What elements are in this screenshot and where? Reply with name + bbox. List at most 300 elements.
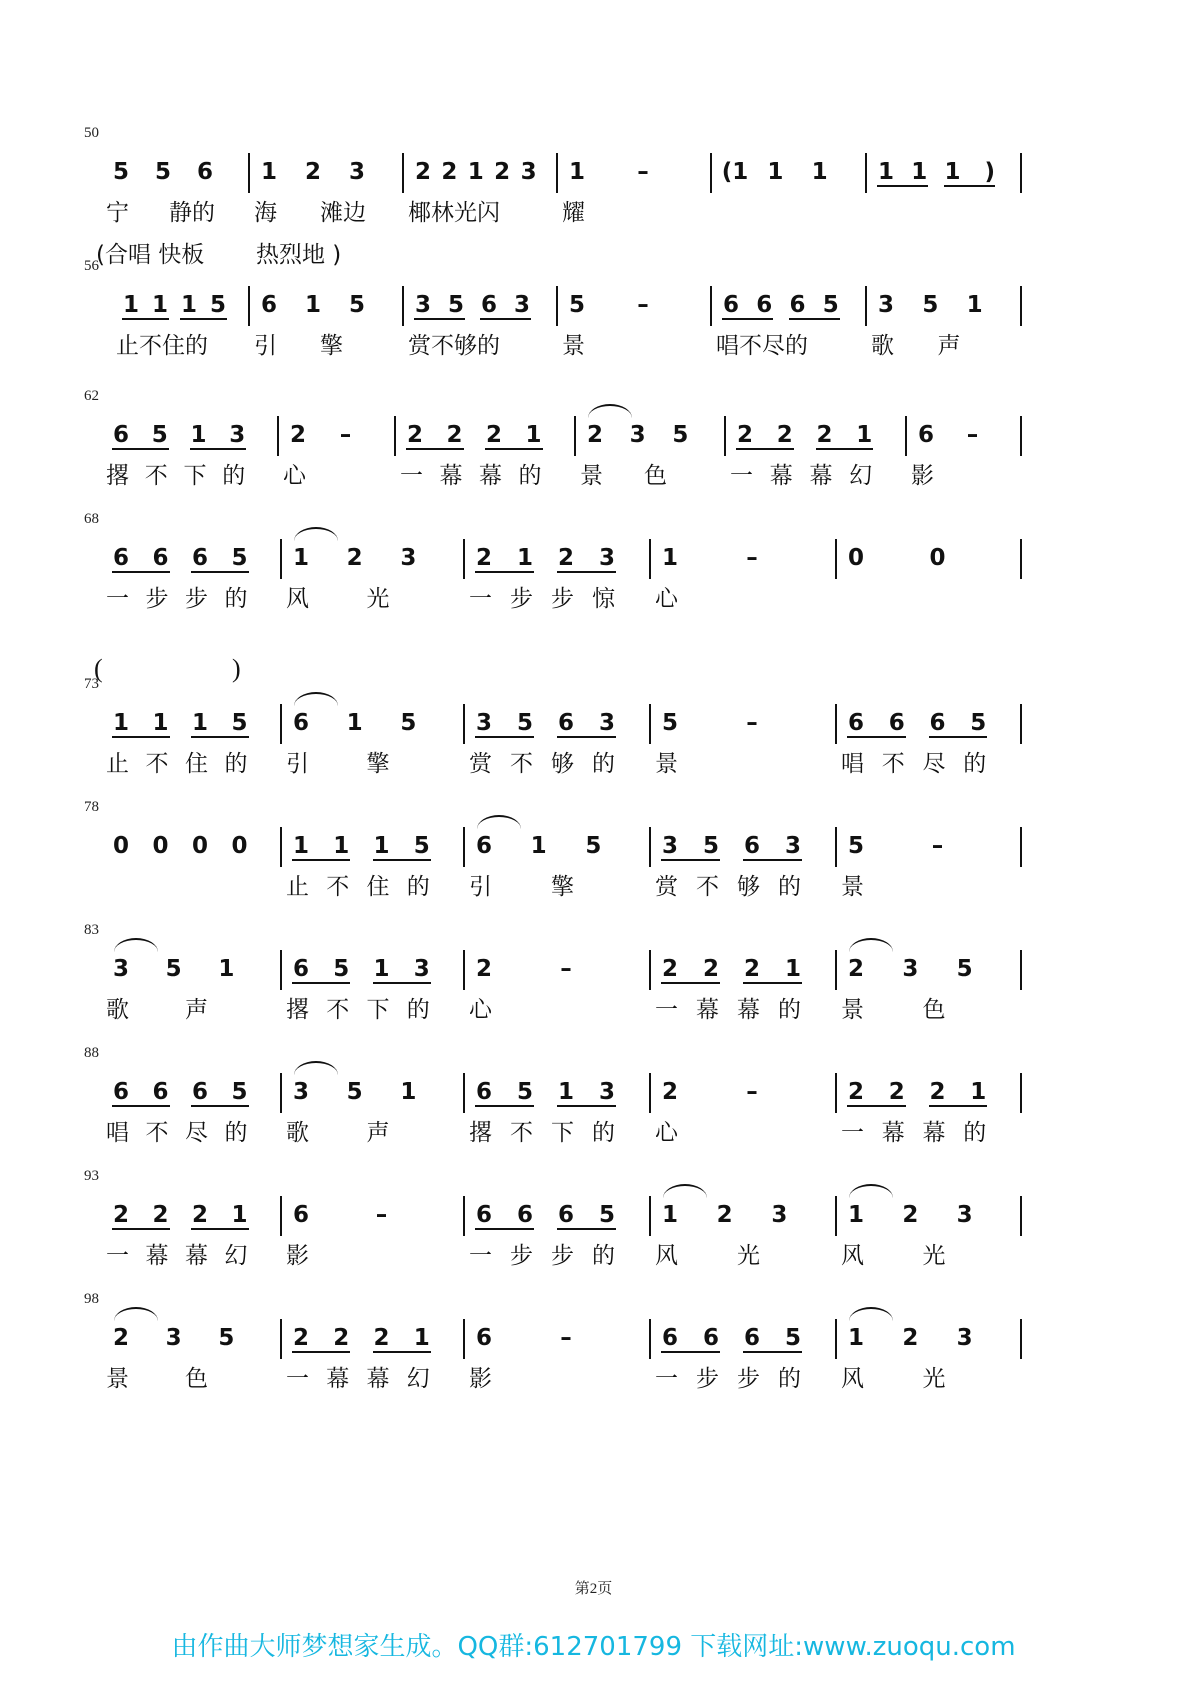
note: 1 <box>260 159 277 185</box>
bar-line <box>248 153 250 193</box>
beam-line <box>480 318 531 320</box>
lyric: 幕 <box>185 1243 208 1269</box>
beam-line <box>557 1228 616 1230</box>
note: 6 <box>475 1079 492 1105</box>
note: – <box>746 1079 758 1105</box>
bar-line <box>835 827 837 867</box>
beam-line <box>373 1351 431 1353</box>
lyric: 的 <box>222 463 246 489</box>
lyric: 步 <box>551 1243 574 1269</box>
bar-line <box>649 950 651 990</box>
note: 1 <box>661 545 678 571</box>
note: 3 <box>771 1202 788 1228</box>
lyric: 下 <box>183 463 207 489</box>
beam-line <box>112 736 170 738</box>
note: 0 <box>191 833 208 859</box>
beam-line <box>557 571 616 573</box>
note: 2 <box>292 1325 309 1351</box>
beam-line <box>661 982 720 984</box>
note: – <box>637 292 649 318</box>
lyric: 引 <box>286 751 309 777</box>
note: 2 <box>485 422 502 448</box>
measure-number: 88 <box>84 1045 99 1061</box>
note: 5 <box>672 422 689 448</box>
lyric: 不 <box>144 463 168 489</box>
note: 5 <box>847 833 864 859</box>
bar-line <box>835 704 837 744</box>
lyric: 的 <box>224 586 248 612</box>
beam-line <box>191 1228 249 1230</box>
note: 6 <box>191 545 208 571</box>
note: 2 <box>494 159 511 185</box>
beam-line <box>743 982 802 984</box>
lyric: 够 <box>737 874 760 900</box>
lyric: 尽 <box>185 1120 208 1146</box>
bar-line <box>280 704 282 744</box>
note: 5 <box>231 1079 248 1105</box>
beam-line <box>929 736 988 738</box>
lyric: 心 <box>469 997 492 1023</box>
beam-line <box>877 185 928 187</box>
lyric: 幕 <box>809 463 833 489</box>
note: 0 <box>152 833 169 859</box>
note: 6 <box>789 292 806 318</box>
lyric: 撂 <box>469 1120 492 1146</box>
bar-line <box>905 416 907 456</box>
lyric: 幻 <box>849 463 873 489</box>
lyric: 幻 <box>406 1366 430 1392</box>
bar-line <box>1020 539 1022 579</box>
note: 5 <box>151 422 168 448</box>
lyric: 景 <box>841 997 864 1023</box>
lyric: 光 <box>737 1243 760 1269</box>
beam-line <box>485 448 543 450</box>
note: 0 <box>847 545 864 571</box>
note: 2 <box>847 956 864 982</box>
beam-line <box>406 448 464 450</box>
note: 3 <box>598 710 615 736</box>
lyric: 不 <box>145 751 169 777</box>
note: 2 <box>702 956 719 982</box>
lyric: 海 <box>254 200 277 226</box>
beam-line <box>722 318 773 320</box>
note: ) <box>984 159 995 185</box>
lyric: 不 <box>510 1120 533 1146</box>
beam-line <box>292 859 350 861</box>
note: 6 <box>292 1202 309 1228</box>
note: 2 <box>847 1079 864 1105</box>
lyric: 色 <box>644 463 667 489</box>
note: 5 <box>413 833 430 859</box>
slur-arc <box>294 527 338 541</box>
note: 3 <box>292 1079 309 1105</box>
note: 2 <box>414 159 431 185</box>
lyric: 的 <box>406 997 430 1023</box>
note: 1 <box>413 1325 430 1351</box>
direction-text: (合唱 快板 <box>96 242 205 268</box>
note: 5 <box>154 159 171 185</box>
note: 1 <box>151 292 168 318</box>
lyric: 的 <box>406 874 430 900</box>
slur-arc <box>588 404 632 418</box>
lyric: 唱 <box>841 751 864 777</box>
bar-line <box>1020 1073 1022 1113</box>
lyric: 光 <box>922 1366 946 1392</box>
lyric: 的 <box>518 463 542 489</box>
lyric: 的 <box>778 874 801 900</box>
note: 5 <box>348 292 365 318</box>
footer-banner: 由作曲大师梦想家生成。QQ群:612701799 下载网址:www.zuoqu.com <box>171 1632 1016 1662</box>
note: 5 <box>516 1079 533 1105</box>
note: 3 <box>112 956 129 982</box>
lyric: 景 <box>562 333 585 359</box>
note: 2 <box>776 422 793 448</box>
beam-line <box>557 736 616 738</box>
note: 6 <box>112 422 129 448</box>
note: 0 <box>231 833 248 859</box>
note: 5 <box>970 710 987 736</box>
note: 2 <box>743 956 760 982</box>
lyric: 椰林光闪 <box>408 200 500 226</box>
note: 1 <box>180 292 197 318</box>
note: 5 <box>209 292 226 318</box>
lyric: 光 <box>366 586 390 612</box>
note: – <box>339 422 352 448</box>
note: 6 <box>917 422 934 448</box>
lyric: 声 <box>366 1120 390 1146</box>
lyric: 撂 <box>286 997 309 1023</box>
note: 5 <box>165 956 182 982</box>
bar-line <box>649 1319 651 1359</box>
lyric: 的 <box>963 751 987 777</box>
note: 3 <box>513 292 530 318</box>
lyric: 心 <box>283 463 306 489</box>
note: 3 <box>229 422 246 448</box>
lyric: 擎 <box>366 751 390 777</box>
measure-number: 93 <box>84 1168 99 1184</box>
note: 3 <box>629 422 646 448</box>
note: 6 <box>196 159 213 185</box>
lyric: 滩边 <box>320 200 366 226</box>
note: 5 <box>956 956 973 982</box>
direction-text: 热烈地 ) <box>256 242 342 268</box>
note: 2 <box>373 1325 390 1351</box>
lyric: 一 <box>469 1243 492 1269</box>
slur-arc <box>294 692 338 706</box>
lyric: 的 <box>778 1366 801 1392</box>
note: 1 <box>530 833 547 859</box>
lyric: 幕 <box>145 1243 169 1269</box>
bar-line <box>649 827 651 867</box>
beam-line <box>847 736 906 738</box>
lyric: 一 <box>286 1366 309 1392</box>
bar-line <box>394 416 396 456</box>
lyric: 的 <box>963 1120 987 1146</box>
note: 5 <box>333 956 350 982</box>
measure-number: 83 <box>84 922 99 938</box>
lyric: 幕 <box>737 997 760 1023</box>
bar-line <box>835 539 837 579</box>
lyric: 幕 <box>696 997 719 1023</box>
lyric: 的 <box>224 751 248 777</box>
lyric: 不 <box>881 751 905 777</box>
note: 6 <box>847 710 864 736</box>
note: 1 <box>292 545 309 571</box>
bar-line <box>1020 827 1022 867</box>
note: 1 <box>346 710 363 736</box>
note: 1 <box>373 833 390 859</box>
note: 1 <box>966 292 983 318</box>
note: 2 <box>816 422 833 448</box>
lyric: 宁 <box>106 200 129 226</box>
lyric: 步 <box>145 586 169 612</box>
beam-line <box>191 571 249 573</box>
note: 3 <box>413 956 430 982</box>
lyric: 光 <box>922 1243 946 1269</box>
bar-line <box>865 286 867 326</box>
lyric: 一 <box>106 1243 129 1269</box>
note: 2 <box>446 422 463 448</box>
beam-line <box>112 1105 170 1107</box>
beam-line <box>112 448 169 450</box>
bar-line <box>277 416 279 456</box>
lyric: 歌 <box>286 1120 309 1146</box>
beam-line <box>373 982 431 984</box>
lyric: 影 <box>911 463 934 489</box>
measure-number: 62 <box>84 388 99 404</box>
note: 6 <box>152 1079 169 1105</box>
lyric: 耀 <box>562 200 585 226</box>
note: 6 <box>480 292 497 318</box>
lyric: 赏 <box>469 751 492 777</box>
note: 3 <box>661 833 678 859</box>
note: 2 <box>888 1079 905 1105</box>
note: (1 <box>721 159 749 185</box>
note: 1 <box>557 1079 574 1105</box>
direction-text: ( <box>94 654 103 683</box>
note: 1 <box>400 1079 417 1105</box>
lyric: 幕 <box>922 1120 946 1146</box>
note: 2 <box>557 545 574 571</box>
measure-number: 78 <box>84 799 99 815</box>
beam-line <box>743 1351 802 1353</box>
note: 3 <box>598 1079 615 1105</box>
lyric: 引 <box>469 874 492 900</box>
slur-arc <box>294 1061 338 1075</box>
slur-arc <box>663 1184 707 1198</box>
note: 2 <box>902 1325 919 1351</box>
lyric: 景 <box>106 1366 129 1392</box>
note: 3 <box>956 1325 973 1351</box>
lyric: 幕 <box>479 463 502 489</box>
lyric: 擎 <box>320 333 343 359</box>
lyric: 风 <box>655 1243 678 1269</box>
lyric: 擎 <box>551 874 574 900</box>
note: 5 <box>585 833 602 859</box>
note: 6 <box>888 710 905 736</box>
beam-line <box>847 1105 906 1107</box>
lyric: 下 <box>366 997 390 1023</box>
note: 6 <box>292 956 309 982</box>
beam-line <box>475 1228 534 1230</box>
bar-line <box>248 286 250 326</box>
bar-line <box>463 827 465 867</box>
lyric: 声 <box>937 333 961 359</box>
note: 1 <box>970 1079 987 1105</box>
note: 2 <box>441 159 458 185</box>
slur-arc <box>114 938 158 952</box>
bar-line <box>280 539 282 579</box>
bar-line <box>556 286 558 326</box>
note: 6 <box>516 1202 533 1228</box>
bar-line <box>1020 286 1022 326</box>
slur-arc <box>114 1307 158 1321</box>
lyric: 不 <box>510 751 533 777</box>
bar-line <box>835 1319 837 1359</box>
note: 3 <box>475 710 492 736</box>
note: 1 <box>767 159 784 185</box>
note: 2 <box>716 1202 733 1228</box>
note: 6 <box>292 710 309 736</box>
lyric: 歌 <box>106 997 129 1023</box>
note: 5 <box>516 710 533 736</box>
bar-line <box>1020 950 1022 990</box>
note: 1 <box>292 833 309 859</box>
note: 3 <box>877 292 894 318</box>
lyric: 下 <box>551 1120 574 1146</box>
beam-line <box>475 736 534 738</box>
note: 1 <box>784 956 801 982</box>
note: 5 <box>112 159 129 185</box>
note: 1 <box>231 1202 248 1228</box>
lyric: 不 <box>696 874 719 900</box>
bar-line <box>835 1073 837 1113</box>
lyric: 幕 <box>366 1366 390 1392</box>
note: 2 <box>289 422 306 448</box>
slur-arc <box>849 1184 893 1198</box>
lyric: 一 <box>730 463 753 489</box>
bar-line <box>649 1196 651 1236</box>
bar-line <box>835 1196 837 1236</box>
beam-line <box>736 448 794 450</box>
note: – <box>746 545 758 571</box>
note: 6 <box>475 1325 492 1351</box>
note: 6 <box>702 1325 719 1351</box>
beam-line <box>292 1351 350 1353</box>
note: 1 <box>152 710 169 736</box>
bar-line <box>1020 1196 1022 1236</box>
measure-number: 56 <box>84 258 99 274</box>
beam-line <box>122 318 169 320</box>
lyric: 步 <box>185 586 208 612</box>
bar-line <box>1020 153 1022 193</box>
note: 3 <box>520 159 537 185</box>
bar-line <box>649 539 651 579</box>
lyric: 不 <box>326 997 350 1023</box>
note: 5 <box>702 833 719 859</box>
beam-line <box>191 736 249 738</box>
lyric: 步 <box>737 1366 760 1392</box>
lyric: 步 <box>510 586 533 612</box>
slur-arc <box>477 815 521 829</box>
measure-number: 68 <box>84 511 99 527</box>
beam-line <box>789 318 840 320</box>
note: 2 <box>661 956 678 982</box>
note: 3 <box>400 545 417 571</box>
beam-line <box>191 1105 249 1107</box>
note: 1 <box>661 1202 678 1228</box>
note: 0 <box>112 833 129 859</box>
note: – <box>746 710 758 736</box>
lyric: 止 <box>106 751 129 777</box>
note: 5 <box>568 292 585 318</box>
note: 1 <box>525 422 542 448</box>
note: 1 <box>516 545 533 571</box>
lyric: 的 <box>592 1243 615 1269</box>
measure-number: 98 <box>84 1291 99 1307</box>
note: 2 <box>475 956 492 982</box>
note: 6 <box>661 1325 678 1351</box>
beam-line <box>373 859 431 861</box>
lyric: 止不住的 <box>116 333 208 359</box>
note: 3 <box>902 956 919 982</box>
lyric: 静的 <box>169 200 215 226</box>
lyric: 心 <box>655 586 678 612</box>
note: 6 <box>722 292 739 318</box>
direction-text: ) <box>232 654 241 683</box>
note: 6 <box>743 1325 760 1351</box>
lyric: 声 <box>185 997 208 1023</box>
note: 0 <box>929 545 946 571</box>
lyric: 的 <box>224 1120 248 1146</box>
lyric: 赏 <box>655 874 678 900</box>
note: 2 <box>112 1202 129 1228</box>
note: 2 <box>586 422 603 448</box>
note: 3 <box>414 292 431 318</box>
bar-line <box>1020 1319 1022 1359</box>
note: 1 <box>877 159 894 185</box>
note: 1 <box>190 422 207 448</box>
note: 5 <box>922 292 939 318</box>
lyric: 幕 <box>326 1366 350 1392</box>
note: 2 <box>304 159 321 185</box>
note: 1 <box>112 710 129 736</box>
bar-line <box>463 1319 465 1359</box>
lyric: 一 <box>106 586 129 612</box>
lyric: 的 <box>592 751 615 777</box>
bar-line <box>649 704 651 744</box>
note: 1 <box>373 956 390 982</box>
lyric: 歌 <box>871 333 894 359</box>
note: 6 <box>557 1202 574 1228</box>
lyric: 惊 <box>592 586 615 612</box>
note: 1 <box>333 833 350 859</box>
bar-line <box>402 286 404 326</box>
lyric: 步 <box>696 1366 719 1392</box>
note: 1 <box>847 1325 864 1351</box>
bar-line <box>463 704 465 744</box>
lyric: 幕 <box>439 463 463 489</box>
note: 2 <box>152 1202 169 1228</box>
note: 1 <box>218 956 235 982</box>
bar-line <box>280 1196 282 1236</box>
note: 2 <box>406 422 423 448</box>
beam-line <box>743 859 802 861</box>
lyric: 幕 <box>769 463 793 489</box>
note: – <box>560 1325 572 1351</box>
measure-number: 73 <box>84 676 99 692</box>
note: 1 <box>191 710 208 736</box>
